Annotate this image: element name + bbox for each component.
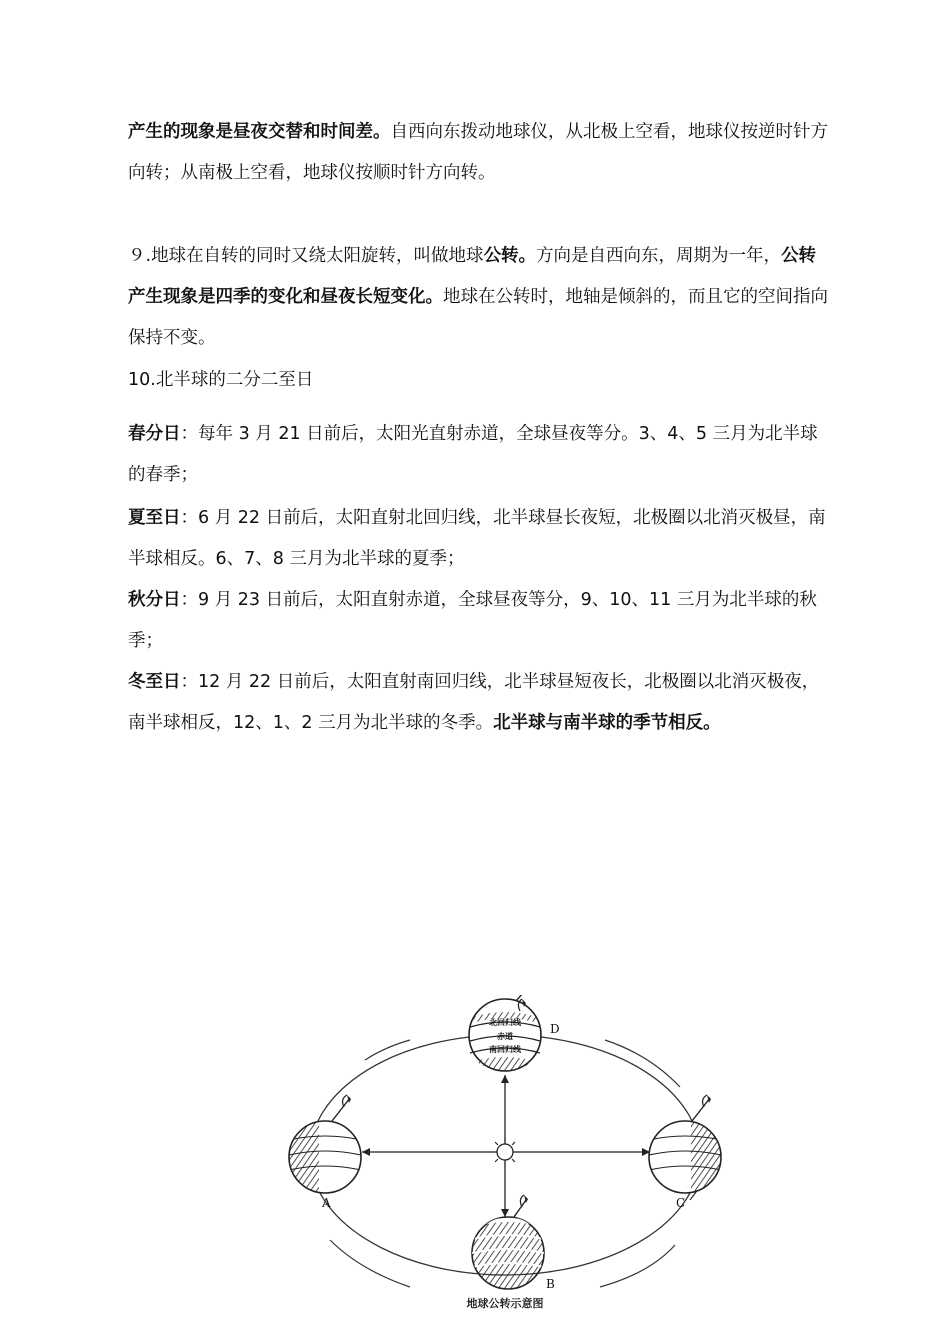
body-text: 地球在公转时，地轴是倾斜的，而且它的空间指向保持不变。	[128, 287, 828, 348]
paragraph-spring-equinox	[128, 414, 828, 496]
body-text: ：6 月 22 日前后，太阳直射北回归线，北半球昼长夜短，北极圈以北消灭极昼，南半球相反。6、7、8 三月为北半球的夏季；	[128, 508, 826, 569]
label-north-tropic: 北回归线	[489, 1017, 521, 1027]
term-autumn-equinox: 秋分日	[128, 590, 181, 610]
body-text: ９.地球在自转的同时又绕太阳旋转，叫做地球	[128, 246, 484, 266]
body-text: ：每年 3 月 21 日前后，太阳光直射赤道，全球昼夜等分。3、4、5 三月为北半球的春季；	[128, 424, 818, 485]
earth-revolution-diagram	[270, 995, 750, 1315]
term-winter-solstice: 冬至日	[128, 672, 181, 692]
arrow-left	[362, 1148, 370, 1156]
arrow-up	[501, 1075, 509, 1083]
bold-phrase: 公转产生现象是四季的变化和昼夜长短变化。	[128, 246, 817, 307]
body-text: 自西向东拨动地球仪，从北极上空看，地球仪按逆时针方向转；从南极上空看，地球仪按顺时针方向转。	[128, 122, 828, 183]
paragraph-rotation-effects	[128, 112, 828, 194]
earth-d	[469, 995, 541, 1071]
label-b: B	[546, 1277, 555, 1291]
term-spring-equinox: 春分日	[128, 424, 181, 444]
label-south-tropic: 南回归线	[489, 1044, 521, 1054]
motion-arc-left-bottom	[330, 1240, 410, 1287]
paragraph-winter-solstice	[128, 662, 828, 744]
motion-arc-left-top	[365, 1040, 410, 1060]
paragraph-autumn-equinox	[128, 580, 828, 662]
paragraph-revolution	[128, 236, 828, 359]
label-a: A	[322, 1196, 331, 1210]
body-text: ：9 月 23 日前后，太阳直射赤道，全球昼夜等分，9、10、11 三月为北半球的秋季；	[128, 590, 817, 651]
figure-caption: 地球公转示意图	[466, 1297, 544, 1310]
term-summer-solstice: 夏至日	[128, 508, 181, 528]
bold-phrase: 公转。	[483, 246, 537, 266]
heading-text: 10.北半球的二分二至日	[128, 370, 314, 390]
motion-arc-right-bottom	[600, 1245, 675, 1287]
label-c: C	[676, 1196, 686, 1210]
motion-arc-right-top	[605, 1040, 680, 1087]
body-text: ：12 月 22 日前后，太阳直射南回归线，北半球昼短夜长，北极圈以北消灭极夜，南半球相反，12、1、2 三月为北半球的冬季。	[128, 672, 820, 733]
arrow-down	[501, 1209, 509, 1217]
section-heading-solstices	[128, 360, 828, 401]
diagram-svg	[270, 995, 750, 1315]
label-d: D	[550, 1022, 560, 1036]
body-text: 方向是自西向东，周期为一年，	[536, 246, 782, 266]
paragraph-summer-solstice	[128, 498, 828, 580]
bold-phrase: 北半球与南半球的季节相反。	[493, 713, 721, 733]
bold-phrase: 产生的现象是昼夜交替和时间差。	[128, 122, 391, 142]
label-equator: 赤道	[497, 1031, 513, 1041]
